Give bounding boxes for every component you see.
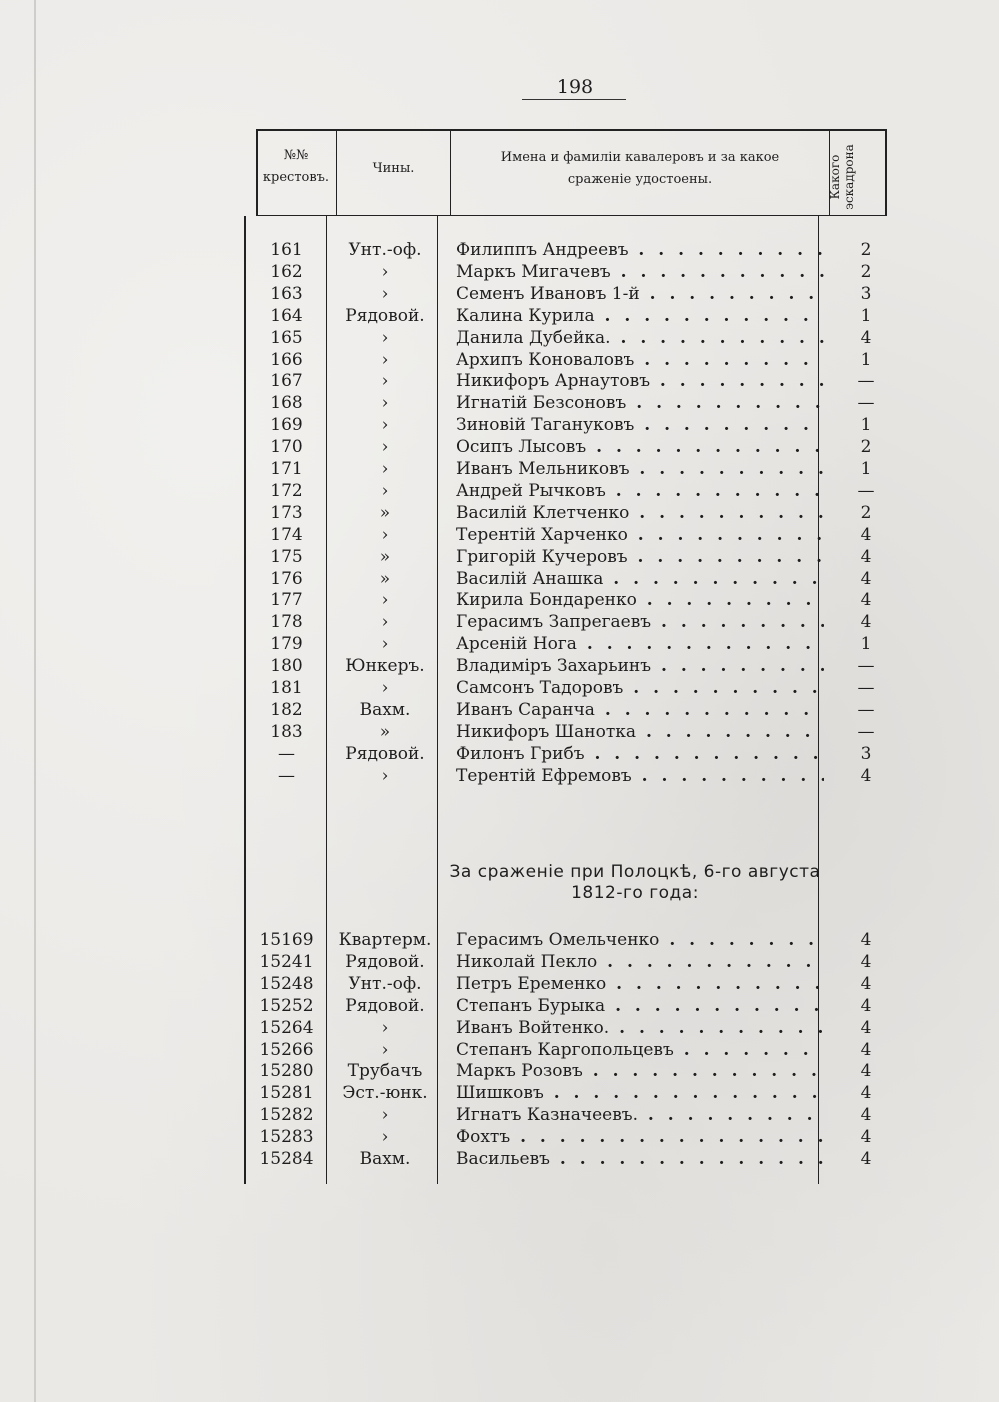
header-rank: Чины.	[372, 161, 415, 176]
name: Иванъ Войтенко. . . .	[456, 1017, 824, 1039]
name: Шишковъ . . .	[456, 1082, 824, 1104]
squadron: —	[857, 656, 875, 677]
cross-number: —	[278, 765, 295, 786]
table-row	[0, 261, 999, 283]
name: Андрей Рычковъ . . .	[456, 480, 824, 502]
table-right-rule	[885, 129, 887, 216]
rank: ›	[381, 349, 389, 370]
name: Степанъ Каргопольцевъ . . .	[456, 1039, 824, 1061]
cross-number: 15252	[259, 995, 314, 1016]
cross-number: 166	[270, 349, 303, 370]
squadron: 4	[860, 1127, 872, 1148]
header-num	[256, 145, 336, 189]
squadron: 4	[860, 1039, 872, 1060]
cross-number: —	[278, 743, 295, 764]
table-row	[0, 480, 999, 502]
name: Иванъ Саранча . . .	[456, 699, 824, 721]
table-row	[0, 1148, 999, 1170]
squadron: 4	[860, 1105, 872, 1126]
rank: ›	[381, 1105, 389, 1126]
rank: ›	[381, 524, 389, 545]
rank: ›	[381, 480, 389, 501]
cross-number: 15169	[259, 930, 314, 950]
rank: Рядовой.	[345, 995, 425, 1016]
name: Герасимъ Запрегаевъ . . .	[456, 611, 824, 633]
table-row	[0, 951, 999, 973]
rank: Вахм.	[359, 699, 411, 720]
name: Калина Курила . . .	[456, 305, 824, 327]
name: Маркъ Розовъ . . .	[456, 1060, 824, 1082]
name: Архипъ Коноваловъ . . .	[456, 349, 824, 371]
cross-number: 163	[270, 283, 303, 304]
table-row	[0, 995, 999, 1017]
rank: ›	[381, 415, 389, 436]
rank: ›	[381, 590, 389, 611]
name: Степанъ Бурыка . . .	[456, 995, 824, 1017]
name: Самсонъ Тадоровъ . . .	[456, 677, 824, 699]
header-squadron-line2: эскадрона	[842, 144, 856, 210]
name: Осипъ Лысовъ . . .	[456, 436, 824, 458]
squadron: 1	[860, 415, 872, 436]
cross-number: 167	[270, 371, 303, 392]
table-row	[0, 721, 999, 743]
name: Игнатій Безсоновъ . . .	[456, 392, 824, 414]
rank: ›	[381, 678, 389, 698]
name: Игнатъ Казначеевъ. . . .	[456, 1104, 824, 1126]
squadron: 4	[860, 1083, 872, 1104]
cross-number: 182	[270, 699, 303, 720]
squadron: —	[857, 699, 875, 720]
rank: Рядовой.	[345, 743, 425, 764]
cross-number: 176	[270, 568, 303, 589]
table-row	[0, 283, 999, 305]
rank: ›	[381, 261, 389, 282]
cross-number: 168	[270, 393, 303, 414]
name: Зиновій Тагануковъ . . .	[456, 414, 824, 436]
rank: ›	[381, 393, 389, 414]
table-row	[0, 524, 999, 546]
cross-number: 165	[270, 327, 303, 348]
squadron: 1	[860, 305, 872, 326]
cross-number: 172	[270, 480, 303, 501]
squadron: 4	[860, 973, 872, 994]
name: Герасимъ Омельченко . . .	[456, 929, 824, 951]
table-row	[0, 677, 999, 699]
name: Владиміръ Захарьинъ . . .	[456, 655, 824, 677]
table-row	[0, 392, 999, 414]
squadron: 1	[860, 349, 872, 370]
cross-number: 164	[270, 305, 303, 326]
table-row	[0, 589, 999, 611]
name: Николай Пекло . . .	[456, 951, 824, 973]
squadron: 2	[860, 502, 872, 523]
table-row	[0, 370, 999, 392]
table-row	[0, 305, 999, 327]
header-num-line2: крестовъ.	[262, 170, 330, 185]
name: Петръ Еременко . . .	[456, 973, 824, 995]
cross-number: 175	[270, 546, 303, 567]
name: Данила Дубейка. . . .	[456, 327, 824, 349]
cross-number: 169	[270, 415, 303, 436]
rank: Юнкеръ.	[345, 656, 425, 677]
table-row	[0, 1082, 999, 1104]
table-top-rule	[256, 129, 887, 131]
cross-number: 15264	[259, 1017, 314, 1038]
header-names	[451, 147, 829, 191]
table-row	[0, 699, 999, 721]
rank: ›	[381, 371, 389, 392]
table-row	[0, 633, 999, 655]
table-row	[0, 436, 999, 458]
squadron: 4	[860, 765, 872, 786]
rank: ›	[381, 459, 389, 479]
rank: ›	[381, 437, 389, 458]
rank: »	[379, 546, 391, 567]
header-num-line1: №№	[283, 148, 309, 163]
name: Маркъ Мигачевъ . . .	[456, 261, 824, 283]
squadron: 4	[860, 1017, 872, 1038]
rank: Эст.-юнк.	[342, 1083, 428, 1104]
cross-number: 15248	[259, 973, 314, 994]
cross-number: 171	[270, 459, 303, 479]
table-row	[0, 546, 999, 568]
name: Терентій Ефремовъ . . .	[456, 765, 824, 787]
squadron: 4	[860, 546, 872, 567]
rank: ›	[381, 1017, 389, 1038]
cross-number: 181	[270, 678, 303, 698]
cross-number: 15281	[259, 1083, 314, 1104]
name: Филонъ Грибъ . . .	[456, 743, 824, 765]
name: Васильевъ . . .	[456, 1148, 824, 1170]
table-row	[0, 1126, 999, 1148]
squadron: 4	[860, 930, 872, 950]
name: Никифоръ Шанотка . . .	[456, 721, 824, 743]
page-number: 198	[556, 76, 594, 98]
rank: ›	[381, 327, 389, 348]
rank: ›	[381, 283, 389, 304]
table-row	[0, 743, 999, 765]
cross-number: 179	[270, 634, 303, 655]
table-row	[0, 1039, 999, 1061]
table-row	[0, 414, 999, 436]
header-bottom-rule	[256, 215, 887, 216]
name: Василій Клетченко . . .	[456, 502, 824, 524]
section-title: За сраженіе при Полоцкѣ, 6-го августа 1812-го года:	[449, 862, 821, 903]
squadron: 4	[860, 568, 872, 589]
rank: Квартерм.	[338, 930, 432, 950]
rank: »	[379, 568, 391, 589]
rank: Унт.-оф.	[348, 240, 422, 260]
cross-number: 183	[270, 721, 303, 742]
page-number-rule	[522, 99, 626, 100]
table-row	[0, 502, 999, 524]
rank: ›	[381, 1039, 389, 1060]
header-squadron	[829, 139, 855, 215]
cross-number: 177	[270, 590, 303, 611]
table-row	[0, 765, 999, 787]
squadron: 3	[860, 283, 872, 304]
squadron: 3	[860, 743, 872, 764]
rank: Рядовой.	[345, 951, 425, 972]
squadron: 4	[860, 1061, 872, 1082]
table-row	[0, 349, 999, 371]
rank: ›	[381, 634, 389, 655]
rank: »	[379, 502, 391, 523]
header-names-line2: сраженіе удостоены.	[567, 172, 713, 187]
table-row	[0, 655, 999, 677]
cross-number: 162	[270, 261, 303, 282]
squadron: —	[857, 721, 875, 742]
header-squadron-line1: Какого	[828, 154, 842, 200]
name: Василій Анашка . . .	[456, 568, 824, 590]
cross-number: 15283	[259, 1127, 314, 1148]
cross-number: 174	[270, 524, 303, 545]
table-row	[0, 929, 999, 951]
cross-number: 15241	[259, 951, 314, 972]
table-row	[0, 1017, 999, 1039]
name: Семенъ Ивановъ 1-й . . .	[456, 283, 824, 305]
cross-number: 15280	[259, 1061, 314, 1082]
squadron: 4	[860, 995, 872, 1016]
squadron: 4	[860, 612, 872, 633]
table-row	[0, 1104, 999, 1126]
cross-number: 178	[270, 612, 303, 633]
name: Арсеній Нога . . .	[456, 633, 824, 655]
squadron: 4	[860, 524, 872, 545]
cross-number: 180	[270, 656, 303, 677]
name: Терентій Харченко . . .	[456, 524, 824, 546]
rank: Трубачъ	[347, 1061, 423, 1082]
name: Кирила Бондаренко . . .	[456, 589, 824, 611]
table-row	[0, 239, 999, 261]
table-row	[0, 973, 999, 995]
name: Григорій Кучеровъ . . .	[456, 546, 824, 568]
rank: ›	[381, 1127, 389, 1148]
cross-number: 15282	[259, 1105, 314, 1126]
rank: ›	[381, 612, 389, 633]
table-row	[0, 1060, 999, 1082]
squadron: —	[857, 480, 875, 501]
cross-number: 161	[270, 240, 303, 260]
squadron: 4	[860, 327, 872, 348]
squadron: 2	[860, 240, 872, 260]
rank: Унт.-оф.	[348, 973, 422, 994]
cross-number: 173	[270, 502, 303, 523]
rank: »	[379, 721, 391, 742]
squadron: 4	[860, 1149, 872, 1169]
squadron: 1	[860, 459, 872, 479]
name: Никифоръ Арнаутовъ . . .	[456, 370, 824, 392]
table-row	[0, 611, 999, 633]
name: Фохтъ . . .	[456, 1126, 824, 1148]
name: Филиппъ Андреевъ . . .	[456, 239, 824, 261]
squadron: 4	[860, 951, 872, 972]
rank: Рядовой.	[345, 305, 425, 326]
squadron: —	[857, 371, 875, 392]
squadron: 1	[860, 634, 872, 655]
table-row	[0, 327, 999, 349]
header-names-line1: Имена и фамиліи кавалеровъ и за какое	[500, 150, 780, 165]
cross-number: 15266	[259, 1039, 314, 1060]
squadron: 4	[860, 590, 872, 611]
rank: ›	[381, 765, 389, 786]
squadron: 2	[860, 261, 872, 282]
rank: Вахм.	[359, 1149, 411, 1169]
table-row	[0, 568, 999, 590]
name: Иванъ Мельниковъ . . .	[456, 458, 824, 480]
squadron: —	[857, 678, 875, 698]
squadron: 2	[860, 437, 872, 458]
cross-number: 15284	[259, 1149, 314, 1169]
cross-number: 170	[270, 437, 303, 458]
squadron: —	[857, 393, 875, 414]
table-row	[0, 458, 999, 480]
